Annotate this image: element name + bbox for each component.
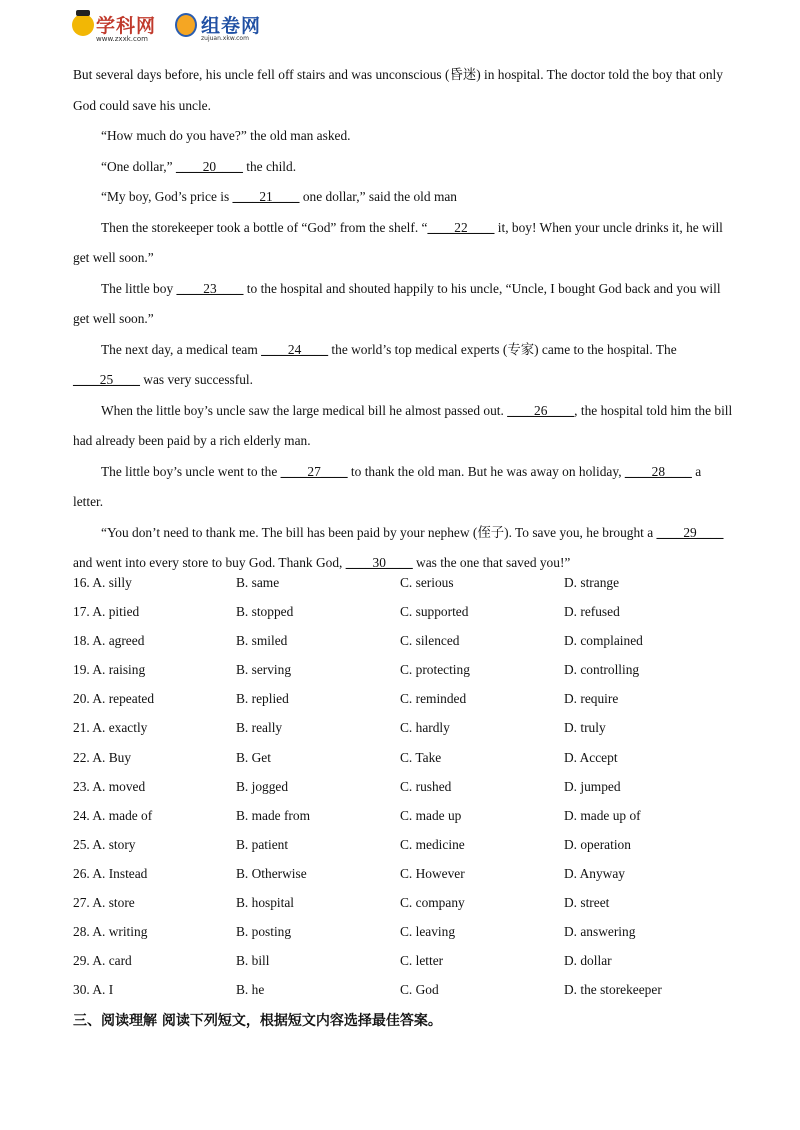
option-choice: D. Accept [564, 749, 618, 765]
passage-text: “One dollar,” [101, 158, 176, 174]
passage-text: , the hospital told him the bill had already been paid by a rich elderly man. [73, 402, 733, 448]
mascot-icon [175, 13, 197, 37]
section-heading: 三、阅读理解 阅读下列短文，根据短文内容选择最佳答案。 [73, 1013, 442, 1029]
option-choice: 24. A. made of [73, 807, 153, 823]
passage-paragraph [73, 335, 733, 396]
zxxk-logo-url: www.zxxk.com [96, 35, 148, 43]
option-choice: C. Take [400, 749, 442, 765]
passage-text: “You don’t need to thank me. The bill has been paid by your nephew (侄子). To save you, he brought a [101, 524, 657, 540]
option-row [73, 743, 733, 772]
graduation-cap-icon [72, 14, 94, 36]
passage-text: was very successful. [139, 372, 253, 387]
passage-paragraph [73, 152, 733, 183]
passage-text: to thank the old man. But he was away on holiday, [347, 463, 625, 479]
option-choice: 19. A. raising [73, 662, 146, 678]
option-choice: C. supported [400, 604, 469, 620]
answer-blank: ____30____ [345, 555, 413, 570]
option-choice: 17. A. pitied [73, 604, 140, 620]
option-row [73, 830, 733, 859]
passage-text: “How much do you have?” the old man asked. [101, 128, 351, 143]
option-choice: B. made from [236, 807, 311, 823]
option-choice: B. Get [236, 749, 271, 765]
answer-blank: ____29____ [656, 524, 724, 540]
option-row [73, 975, 733, 1004]
zujuan-logo-name: 组卷网 [201, 15, 262, 37]
option-row [73, 655, 733, 684]
passage-paragraph [73, 60, 733, 121]
option-row [73, 917, 733, 946]
passage-paragraph [73, 213, 733, 274]
option-choice: B. posting [236, 924, 292, 940]
option-choice: B. bill [236, 953, 270, 969]
option-choice: D. jumped [564, 778, 621, 794]
passage-text: the world’s top medical experts (专家) came to the hospital. The [328, 341, 677, 357]
option-choice: B. patient [236, 836, 289, 852]
option-choice: 21. A. exactly [73, 720, 148, 736]
option-row [73, 772, 733, 801]
option-choice: D. answering [564, 924, 636, 940]
option-choice: C. letter [400, 953, 444, 969]
passage-text: was the one that saved you!” [412, 555, 571, 570]
passage-paragraph [73, 121, 733, 152]
passage-paragraph [73, 396, 733, 457]
option-row [73, 713, 733, 742]
passage-text: it, boy! When your uncle drinks it, he will get well soon.” [73, 219, 723, 265]
option-choice: 23. A. moved [73, 778, 146, 794]
option-row [73, 859, 733, 888]
option-choice: D. street [564, 895, 610, 911]
option-choice: B. jogged [236, 778, 289, 794]
page-header [72, 10, 472, 50]
option-choice: D. made up of [564, 807, 641, 823]
option-row [73, 801, 733, 830]
option-row [73, 946, 733, 975]
option-choice: C. serious [400, 575, 454, 590]
passage-text: The little boy [101, 280, 177, 296]
option-choice: 28. A. writing [73, 924, 148, 940]
answer-options [73, 568, 733, 1004]
option-choice: C. hardly [400, 720, 450, 736]
answer-blank: ____26____ [507, 402, 575, 418]
option-choice: 27. A. store [73, 895, 135, 911]
option-choice: 16. A. silly [73, 575, 132, 590]
option-choice: C. silenced [400, 633, 460, 649]
option-choice: B. smiled [236, 633, 288, 649]
answer-blank: ____20____ [175, 158, 243, 174]
answer-blank: ____28____ [624, 463, 692, 479]
option-row [73, 568, 733, 597]
option-choice: B. same [236, 575, 280, 590]
option-choice: C. leaving [400, 924, 456, 940]
option-choice: D. operation [564, 836, 631, 852]
option-choice: D. controlling [564, 662, 640, 678]
zujuan-logo [175, 10, 285, 48]
option-choice: D. complained [564, 633, 643, 649]
option-row [73, 626, 733, 655]
option-choice: C. rushed [400, 778, 452, 794]
passage-paragraph [73, 274, 733, 335]
passage-text: the child. [242, 158, 297, 174]
option-choice: D. the storekeeper [564, 982, 662, 998]
passage-text: When the little boy’s uncle saw the large medical bill he almost passed out. [101, 402, 508, 418]
option-choice: B. stopped [236, 604, 294, 620]
option-choice: C. reminded [400, 691, 467, 707]
option-choice: C. God [400, 982, 439, 998]
option-choice: C. medicine [400, 836, 465, 852]
passage-text: a letter. [73, 463, 702, 509]
zxxk-logo-name: 学科网 [96, 15, 157, 37]
option-choice: C. protecting [400, 662, 470, 678]
passage-paragraph [73, 457, 733, 518]
answer-blank: ____25____ [73, 372, 140, 387]
option-choice: D. truly [564, 720, 606, 736]
passage-text: The little boy’s uncle went to the [101, 463, 281, 479]
passage-text: Then the storekeeper took a bottle of “God” from the shelf. “ [101, 219, 428, 235]
option-row [73, 597, 733, 626]
passage-text: The next day, a medical team [101, 341, 262, 357]
passage-text: But several days before, his uncle fell off stairs and was unconscious (昏迷) in hospital. The doctor told the boy that only God could save his uncle. [73, 67, 723, 113]
option-choice: C. made up [400, 807, 462, 823]
zxxk-logo [72, 10, 167, 48]
answer-blank: ____23____ [176, 280, 244, 296]
passage-text: one dollar,” said the old man [299, 189, 458, 204]
option-choice: B. really [236, 720, 283, 736]
option-choice: D. refused [564, 604, 620, 620]
option-choice: D. strange [564, 575, 620, 590]
option-choice: C. company [400, 895, 465, 911]
option-choice: 20. A. repeated [73, 691, 155, 707]
option-choice: B. he [236, 982, 265, 998]
option-choice: C. However [400, 865, 465, 881]
option-choice: B. replied [236, 691, 289, 707]
option-choice: 26. A. Instead [73, 865, 148, 881]
option-choice: B. hospital [236, 895, 295, 911]
option-choice: D. dollar [564, 953, 612, 969]
option-row [73, 888, 733, 917]
option-choice: 25. A. story [73, 836, 136, 852]
option-row [73, 684, 733, 713]
answer-blank: ____24____ [261, 341, 329, 357]
answer-blank: ____22____ [427, 219, 495, 235]
option-choice: D. Anyway [564, 865, 625, 881]
option-choice: D. require [564, 691, 619, 707]
passage-text: and went into every store to buy God. Thank God, [73, 555, 346, 570]
passage-paragraph [73, 182, 733, 213]
option-choice: 30. A. I [73, 982, 114, 998]
option-choice: B. Otherwise [236, 865, 307, 881]
option-choice: 22. A. Buy [73, 749, 132, 765]
passage-text: “My boy, God’s price is [101, 189, 233, 204]
cloze-passage [73, 60, 733, 579]
passage-text: to the hospital and shouted happily to his uncle, “Uncle, I bought God back and you will get well soon.” [73, 280, 721, 326]
option-choice: 18. A. agreed [73, 633, 145, 649]
option-choice: 29. A. card [73, 953, 132, 969]
zujuan-logo-url: zujuan.xkw.com [201, 35, 249, 42]
answer-blank: ____21____ [232, 189, 300, 204]
option-choice: B. serving [236, 662, 292, 678]
answer-blank: ____27____ [280, 463, 348, 479]
